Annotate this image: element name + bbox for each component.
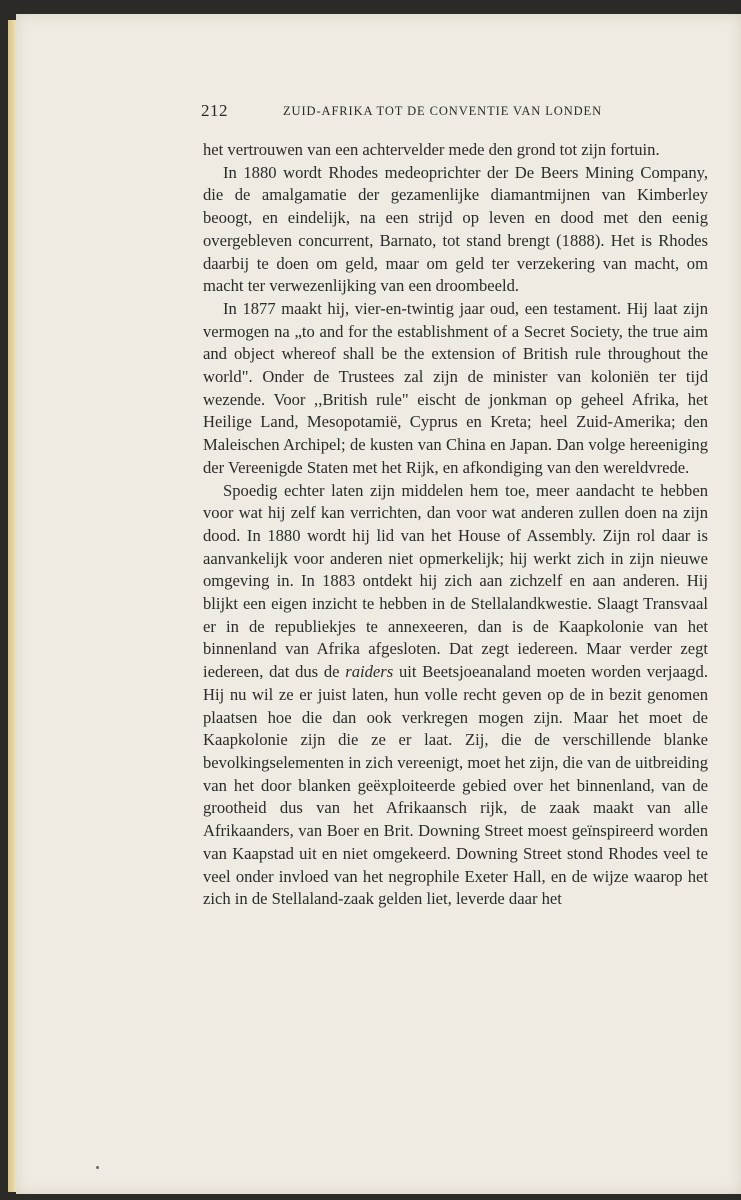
body-text [203,139,708,911]
paragraph: In 1877 maakt hij, vier-en-twintig jaar oud, een testament. Hij laat zijn vermogen na „to and for the establishment of a Secret Society, the true aim and object whereof shall be the extension of British rule throughout the world". Onder de Trustees zal zijn de minister van koloniën ter tijd wezende. Voor ,,British rule" eischt de jonkman op geheel Afrika, het Heilige Land, Mesopotamië, Cyprus en Kreta; heel Zuid-Amerika; den Maleischen Archipel; de kusten van China en Japan. Dan volge hereeniging der Vereenigde Staten met het Rijk, en afkondiging van den wereldvrede. [203,298,708,477]
print-speck [96,1166,99,1169]
italic-term: raiders [345,662,394,682]
running-title: ZUID-AFRIKA TOT DE CONVENTIE VAN LONDEN [283,104,603,118]
page-number: 212 [201,101,228,120]
paragraph: Spoedig echter laten zijn middelen hem toe, meer aandacht te hebben voor wat hij zelf kan verrichten, dan voor wat anderen zullen doen na zijn dood. In 1880 wordt hij lid van het House of Assembly. Zijn rol daar is aanvankelijk voor anderen niet opmerkelijk; hij werkt zich in zijn nieuwe omgeving in. In 1883 ontdekt hij zich aan zichzelf en aan anderen. Hij blijkt een eigen inzicht te hebben in de Stellalandkwestie. Slaagt Transvaal er in de republiekjes te annexeeren, dan is de Kaapkolonie van het binnenland van Afrika afgesloten. Dat zegt iedereen. Maar verder zegt iedereen, dat dus de raiders uit Beetsjoeanaland moeten worden verjaagd. Hij nu wil ze er juist laten, hun volle recht geven op de in bezit genomen plaatsen hoe die dan ook verkregen mogen zijn. Maar het moet de Kaapkolonie zijn die ze er laat. Zij, die de verschillende blanke bevolkingselementen in zich vereenigt, moet het zijn, die van de uitbreiding van het door blanken geëxploiteerde gebied over het binnenland, van de grootheid dus van het Afrikaansch rijk, de zaak maakt van alle Afrikaanders, van Boer en Brit. Downing Street moest geïnspireerd worden van Kaapstad uit en niet omgekeerd. Downing Street stond Rhodes veel te veel onder invloed van het negrophile Exeter Hall, en de wijze waarop het zich in de Stellaland-zaak gelden liet, leverde daar het [203,480,709,909]
page-header [201,101,651,121]
paragraph-continuation: het vertrouwen van een achtervelder mede den grond tot zijn fortuin. [203,140,660,159]
paragraph: In 1880 wordt Rhodes medeoprichter der De Beers Mining Company, die de amalgamatie der gezamenlijke diamantmijnen van Kimberley beoogt, en eindelijk, na een strijd op leven en dood met den eenig overgebleven concurrent, Barnato, tot stand brengt (1888). Het is Rhodes daarbij te doen om geld, maar om geld ter verzekering van macht, om macht ter verwezenlijking van een droombeeld. [203,162,708,296]
